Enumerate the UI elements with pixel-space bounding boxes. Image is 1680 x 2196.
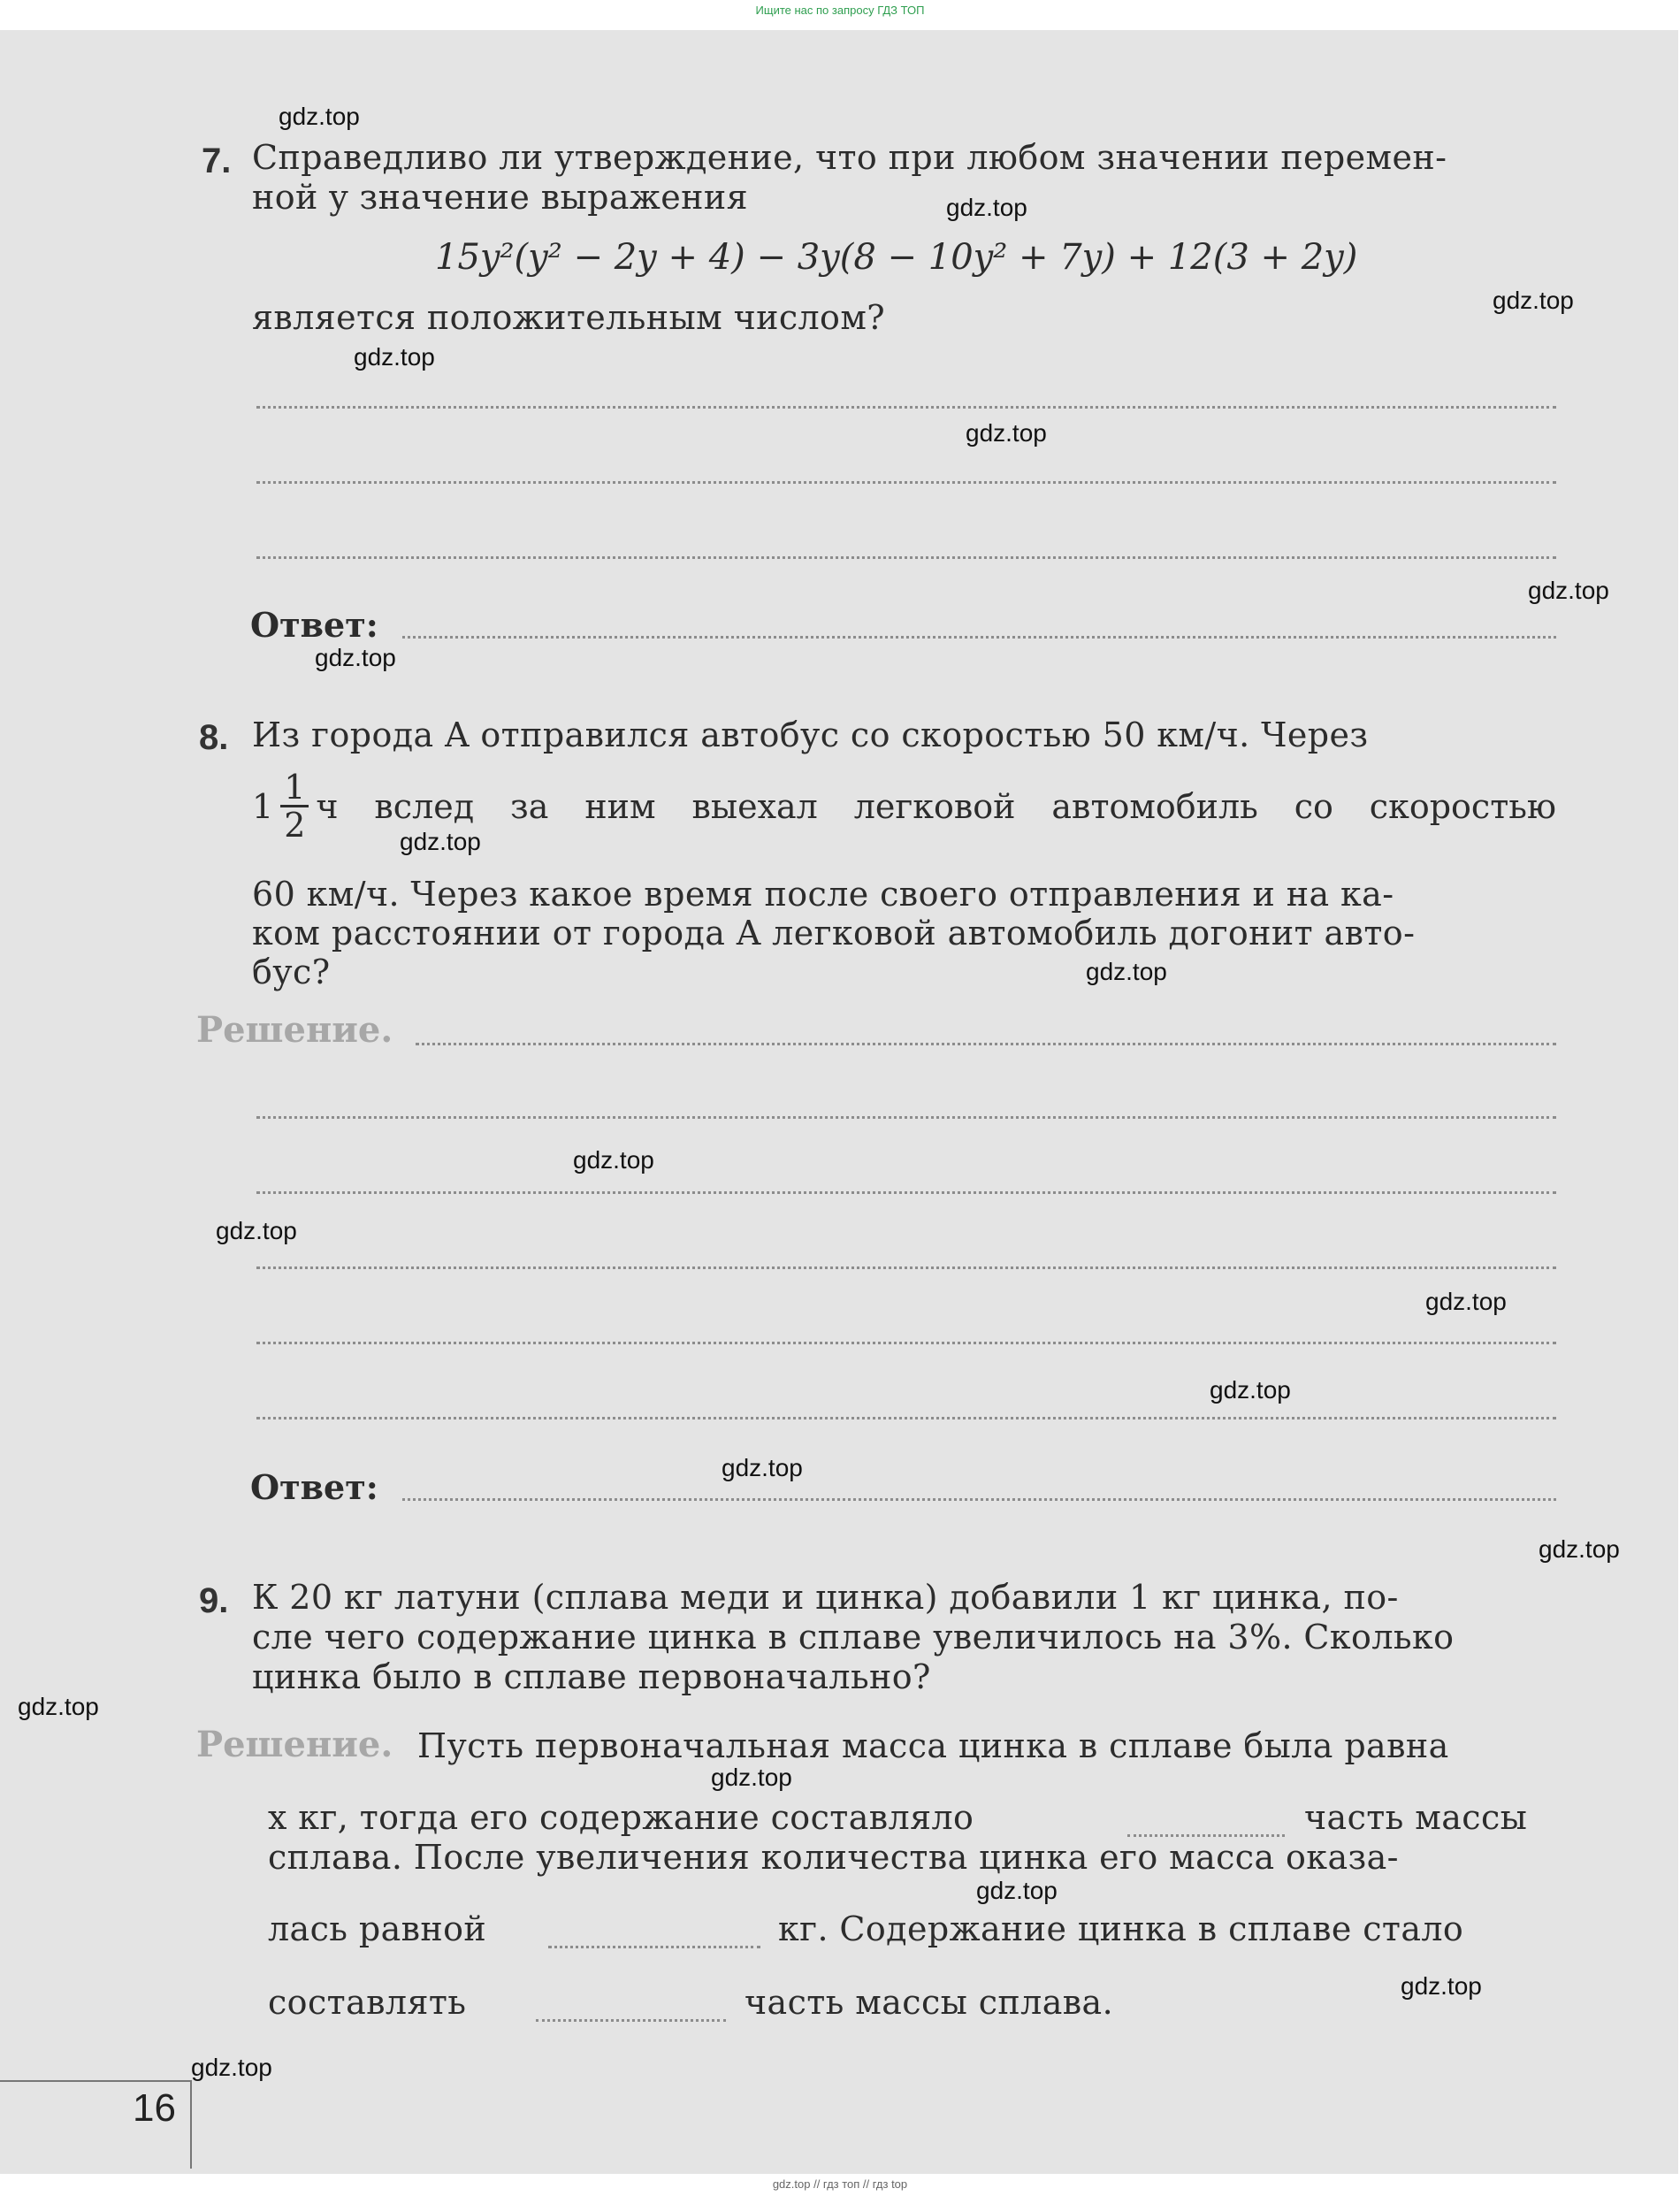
task-9-solution-line-3: сплава. После увеличения количества цинка его масса оказа-	[268, 1838, 1399, 1877]
task-9-solution-line-5b: часть массы сплава.	[745, 1983, 1114, 2022]
watermark: gdz.top	[946, 194, 1027, 221]
task-8-line-1: Из города A отправился автобус со скоростью 50 км/ч. Через	[252, 715, 1369, 754]
task-9-line-2: сле чего содержание цинка в сплаве увеличилось на 3%. Сколько	[252, 1618, 1455, 1657]
task-7-line-1: Справедливо ли утверждение, что при любом значении перемен-	[252, 138, 1447, 177]
task-8-line-3: 60 км/ч. Через какое время после своего отправления и на ка-	[252, 875, 1394, 914]
task-7-line-2: ной y значение выражения	[252, 178, 748, 217]
task-9-solution-line-4b: кг. Содержание цинка в сплаве стало	[778, 1909, 1464, 1948]
answer-line[interactable]	[256, 406, 1556, 409]
watermark: gdz.top	[573, 1146, 654, 1174]
watermark: gdz.top	[1210, 1376, 1291, 1404]
watermark: gdz.top	[1086, 958, 1167, 985]
fill-in-blank[interactable]	[1127, 1834, 1285, 1837]
watermark: gdz.top	[1401, 1972, 1482, 2000]
task-8-line-2-rest: ч вслед за ним выехал легковой автомобиль со скоростью	[316, 786, 1556, 826]
task-9-solution-line-2a: x кг, тогда его содержание составляло	[268, 1798, 974, 1837]
task-8-number: 8.	[199, 718, 229, 757]
mixed-number-fraction	[280, 769, 309, 843]
task-9-solution-line-5a: составлять	[268, 1983, 467, 2022]
footer-rule	[0, 2080, 190, 2082]
task-7-formula: 15y²(y² − 2y + 4) − 3y(8 − 10y² + 7y) + 12(3 + 2y)	[435, 237, 1358, 278]
watermark: gdz.top	[191, 2054, 272, 2081]
task-9-line-3: цинка было в сплаве первоначально?	[252, 1657, 931, 1696]
watermark: gdz.top	[216, 1217, 297, 1244]
solution-line[interactable]	[416, 1043, 1556, 1045]
task-7-number: 7.	[202, 142, 232, 180]
fraction-numerator: 1	[280, 769, 309, 807]
bottom-banner[interactable]: gdz.top // гдз топ // гдз top	[772, 2177, 908, 2191]
fill-in-blank[interactable]	[536, 2019, 726, 2022]
watermark: gdz.top	[1425, 1288, 1507, 1315]
task-9-solution-label: Решение.	[196, 1724, 393, 1765]
task-8-line-5: бус?	[252, 953, 331, 991]
watermark: gdz.top	[1539, 1535, 1620, 1563]
watermark: gdz.top	[315, 644, 396, 671]
task-8-answer-line[interactable]	[402, 1498, 1556, 1501]
answer-line[interactable]	[256, 556, 1556, 559]
watermark: gdz.top	[354, 343, 435, 371]
watermark: gdz.top	[400, 828, 481, 855]
task-8-answer-label: Ответ:	[250, 1467, 378, 1507]
task-9-number: 9.	[199, 1581, 229, 1620]
solution-line[interactable]	[256, 1116, 1556, 1119]
task-9-line-1: К 20 кг латуни (сплава меди и цинка) добавили 1 кг цинка, по-	[252, 1578, 1399, 1617]
workbook-page	[0, 30, 1678, 2174]
task-9-solution-line-4a: лась равной	[268, 1909, 487, 1948]
task-7-answer-line[interactable]	[402, 636, 1556, 639]
solution-line[interactable]	[256, 1266, 1556, 1269]
task-9-solution-line-1: Пусть первоначальная масса цинка в сплаве была равна	[417, 1726, 1449, 1765]
top-banner[interactable]: Ищите нас по запросу ГДЗ ТОП	[755, 4, 925, 17]
watermark: gdz.top	[279, 103, 360, 130]
solution-line[interactable]	[256, 1191, 1556, 1194]
task-7-line-3: является положительным числом?	[252, 298, 886, 337]
footer-vertical-rule	[190, 2080, 192, 2169]
watermark: gdz.top	[18, 1693, 99, 1720]
task-9-solution-line-2b: часть массы	[1304, 1798, 1528, 1837]
watermark: gdz.top	[976, 1877, 1058, 1904]
mixed-number-whole: 1	[252, 786, 274, 826]
task-8-solution-label: Решение.	[196, 1009, 393, 1051]
watermark: gdz.top	[711, 1764, 792, 1791]
answer-line[interactable]	[256, 481, 1556, 484]
watermark: gdz.top	[1528, 577, 1609, 604]
solution-line[interactable]	[256, 1342, 1556, 1344]
watermark: gdz.top	[966, 419, 1047, 447]
task-7-answer-label: Ответ:	[250, 605, 378, 645]
watermark: gdz.top	[722, 1454, 803, 1481]
fill-in-blank[interactable]	[548, 1946, 760, 1948]
solution-line[interactable]	[256, 1417, 1556, 1419]
watermark: gdz.top	[1493, 287, 1574, 314]
fraction-denominator: 2	[284, 806, 306, 845]
task-8-line-4: ком расстоянии от города A легковой автомобиль догонит авто-	[252, 914, 1416, 953]
page-number: 16	[133, 2086, 176, 2130]
